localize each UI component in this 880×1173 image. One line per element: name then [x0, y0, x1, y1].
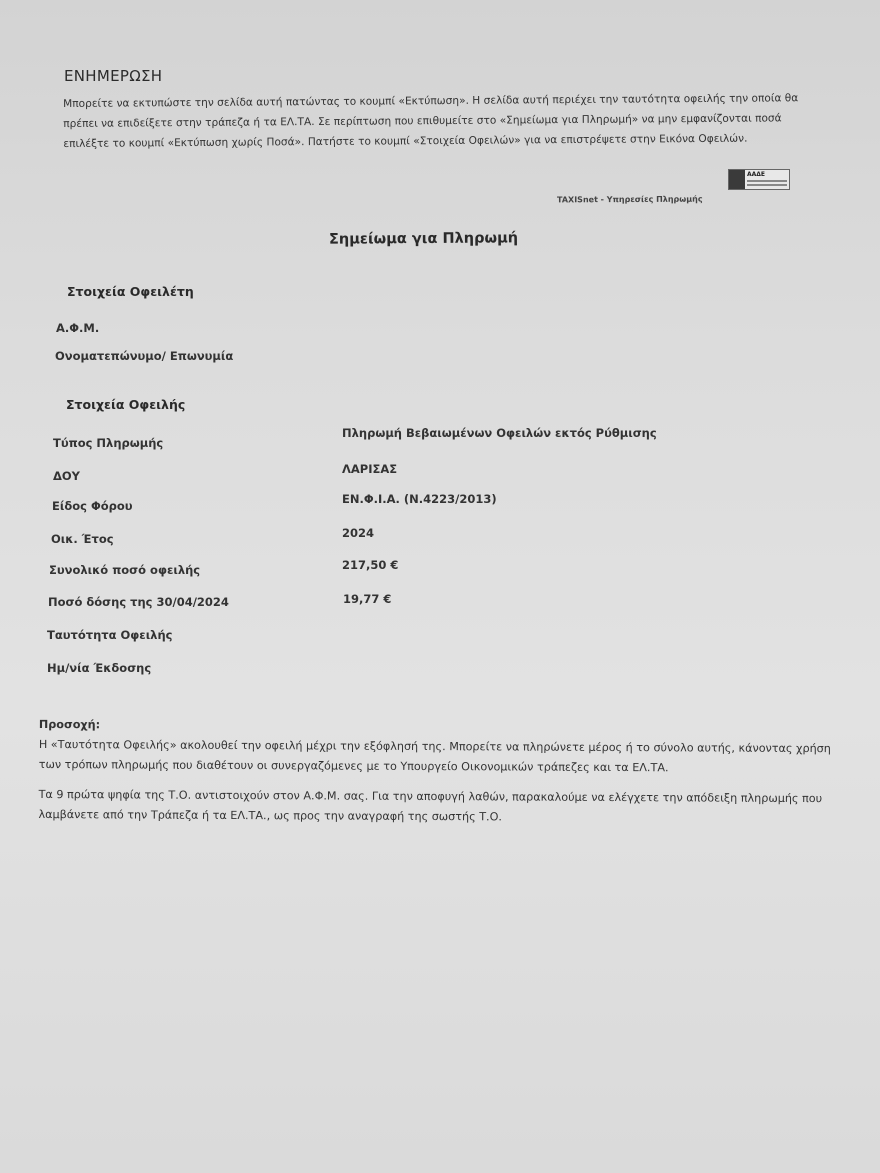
field-label-tax-type: Είδος Φόρου — [52, 499, 133, 513]
notice-block — [38, 715, 849, 839]
debtor-section-title: Στοιχεία Οφειλέτη — [67, 284, 194, 299]
info-text: Μπορείτε να εκτυπώστε την σελίδα αυτή πατώντας το κουμπί «Εκτύπωση». Η σελίδα αυτή περιέχει την ταυτότητα οφειλής την οποία θα πρέπει να επιδείξετε στην τράπεζα ή τα ΕΛ.ΤΑ. Σε περίπτωση που επιθυμείτε στο «Σημείωμα για Πληρωμή» να μην εμφανίζονται ποσά επιλέξτε το κουμπί «Εκτύπωση χωρίς Ποσά». Πατήστε το κουμπί «Στοιχεία Οφειλών» για να επιστρέψετε στην Εικόνα Οφειλών. — [63, 92, 799, 150]
aade-logo — [728, 169, 790, 190]
field-value-payment-type: Πληρωμή Βεβαιωμένων Οφειλών εκτός Ρύθμισης — [342, 426, 657, 440]
field-value-fiscal-year: 2024 — [342, 526, 375, 540]
aade-logo-icon — [729, 170, 745, 189]
notice-paragraph-2: Τα 9 πρώτα ψηφία της Τ.Ο. αντιστοιχούν στον Α.Φ.Μ. σας. Για την αποφυγή λαθών, παρακαλούμε να ελέγχετε την απόδειξη πληρωμής που λαμβάνετε από την Τράπεζα ή τα ΕΛ.ΤΑ., ως προς την αναγραφή της σωστής Τ.Ο. — [38, 787, 823, 824]
field-label-doy: ΔΟΥ — [53, 469, 81, 483]
field-label-name: Ονοματεπώνυμο/ Επωνυμία — [55, 349, 234, 363]
notice-paragraph-1: Η «Ταυτότητα Οφειλής» ακολουθεί την οφειλή μέχρι την εξόφλησή της. Μπορείτε να πληρώνετε μέρος ή το σύνολο αυτής, κάνοντας χρήση των τρόπων πληρωμής που διαθέτουν οι συνεργαζόμενες με το Υπουργείο Οικονομικών τράπεζες και τα ΕΛ.ΤΑ. — [38, 737, 831, 775]
field-label-debt-id: Ταυτότητα Οφειλής — [47, 628, 173, 642]
document-title: Σημείωμα για Πληρωμή — [328, 230, 519, 248]
field-value-installment: 19,77 € — [343, 592, 392, 606]
service-name: TAXISnet - Υπηρεσίες Πληρωμής — [556, 194, 703, 205]
field-value-doy: ΛΑΡΙΣΑΣ — [342, 462, 398, 476]
field-label-installment: Ποσό δόσης της 30/04/2024 — [48, 595, 229, 609]
logo-text: ΑΑΔΕ — [747, 171, 766, 178]
field-label-total-amount: Συνολικό ποσό οφειλής — [49, 563, 201, 577]
field-label-payment-type: Τύπος Πληρωμής — [53, 436, 164, 450]
field-value-total-amount: 217,50 € — [342, 558, 399, 572]
field-label-fiscal-year: Οικ. Έτος — [51, 532, 114, 546]
debt-section-title: Στοιχεία Οφειλής — [66, 397, 186, 412]
field-label-afm: Α.Φ.Μ. — [56, 321, 100, 335]
field-label-issue-date: Ημ/νία Έκδοσης — [47, 661, 152, 675]
field-value-tax-type: ΕΝ.Φ.Ι.Α. (Ν.4223/2013) — [342, 492, 497, 506]
notice-heading: Προσοχή: — [38, 717, 101, 732]
info-title: ΕΝΗΜΕΡΩΣΗ — [64, 67, 163, 85]
